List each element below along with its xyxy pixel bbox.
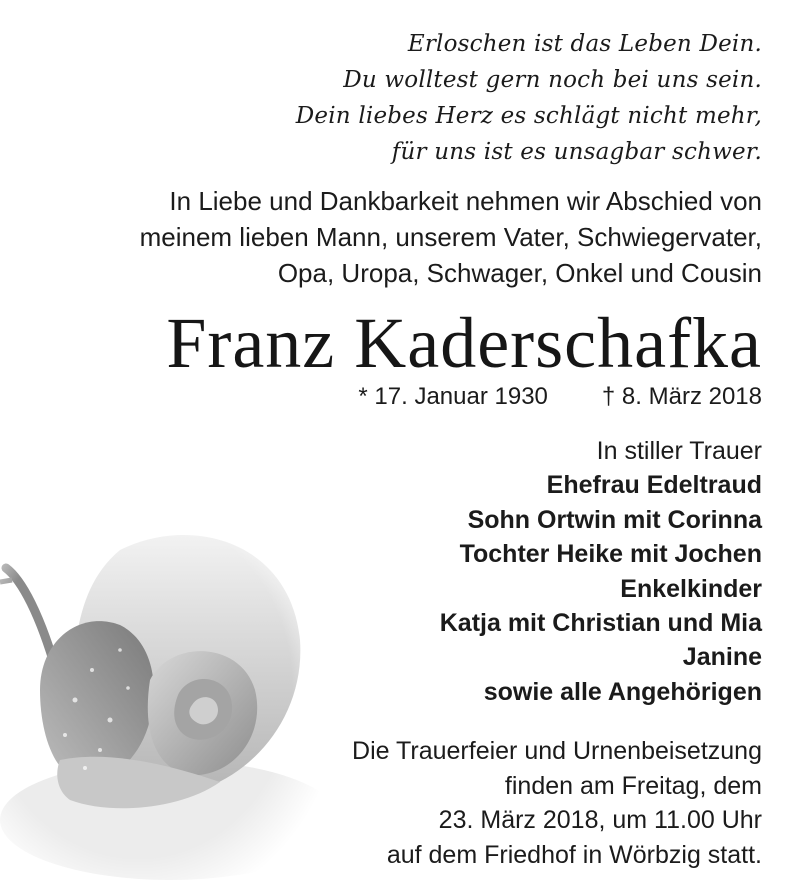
farewell-intro — [140, 183, 762, 291]
poem-line: Du wolltest gern noch bei uns sein. — [343, 67, 762, 93]
service-line: Die Trauerfeier und Urnenbeisetzung — [352, 737, 762, 765]
mourning-heading: In stiller Trauer — [596, 437, 762, 465]
mourner-entry: Janine — [682, 643, 762, 672]
poem — [296, 26, 762, 170]
service-line: finden am Freitag, dem — [504, 771, 762, 800]
service-line: auf dem Friedhof in Wörbzig statt. — [386, 840, 762, 869]
poem-line: für uns ist es unsagbar schwer. — [391, 139, 762, 165]
intro-line: Opa, Uropa, Schwager, Onkel und Cousin — [277, 258, 762, 288]
mourner-entry: Katja mit Christian und Mia — [439, 609, 762, 638]
mourner-entry: Tochter Heike mit Jochen — [459, 540, 762, 569]
life-dates — [358, 380, 762, 414]
poem-line: Erloschen ist das Leben Dein. — [407, 31, 762, 57]
mourners-list — [440, 434, 762, 709]
intro-line: In Liebe und Dankbarkeit nehmen wir Abschied von — [169, 186, 762, 216]
birth-date: * 17. Januar 1930 — [358, 383, 548, 410]
deceased-name: Franz Kaderschafka — [166, 303, 762, 383]
death-date: † 8. März 2018 — [601, 383, 762, 410]
mourner-entry: Ehefrau Edeltraud — [546, 471, 762, 500]
intro-line: meinem lieben Mann, unserem Vater, Schwiegervater, — [139, 222, 762, 252]
rose-illustration — [0, 520, 330, 889]
service-line: 23. März 2018, um 11.00 Uhr — [438, 806, 762, 834]
mourner-entry: sowie alle Angehörigen — [483, 677, 762, 706]
mourner-entry: Sohn Ortwin mit Corinna — [467, 505, 762, 534]
mourner-entry: Enkelkinder — [620, 574, 762, 603]
funeral-service-info — [352, 734, 762, 872]
poem-line: Dein liebes Herz es schlägt nicht mehr, — [295, 103, 762, 129]
